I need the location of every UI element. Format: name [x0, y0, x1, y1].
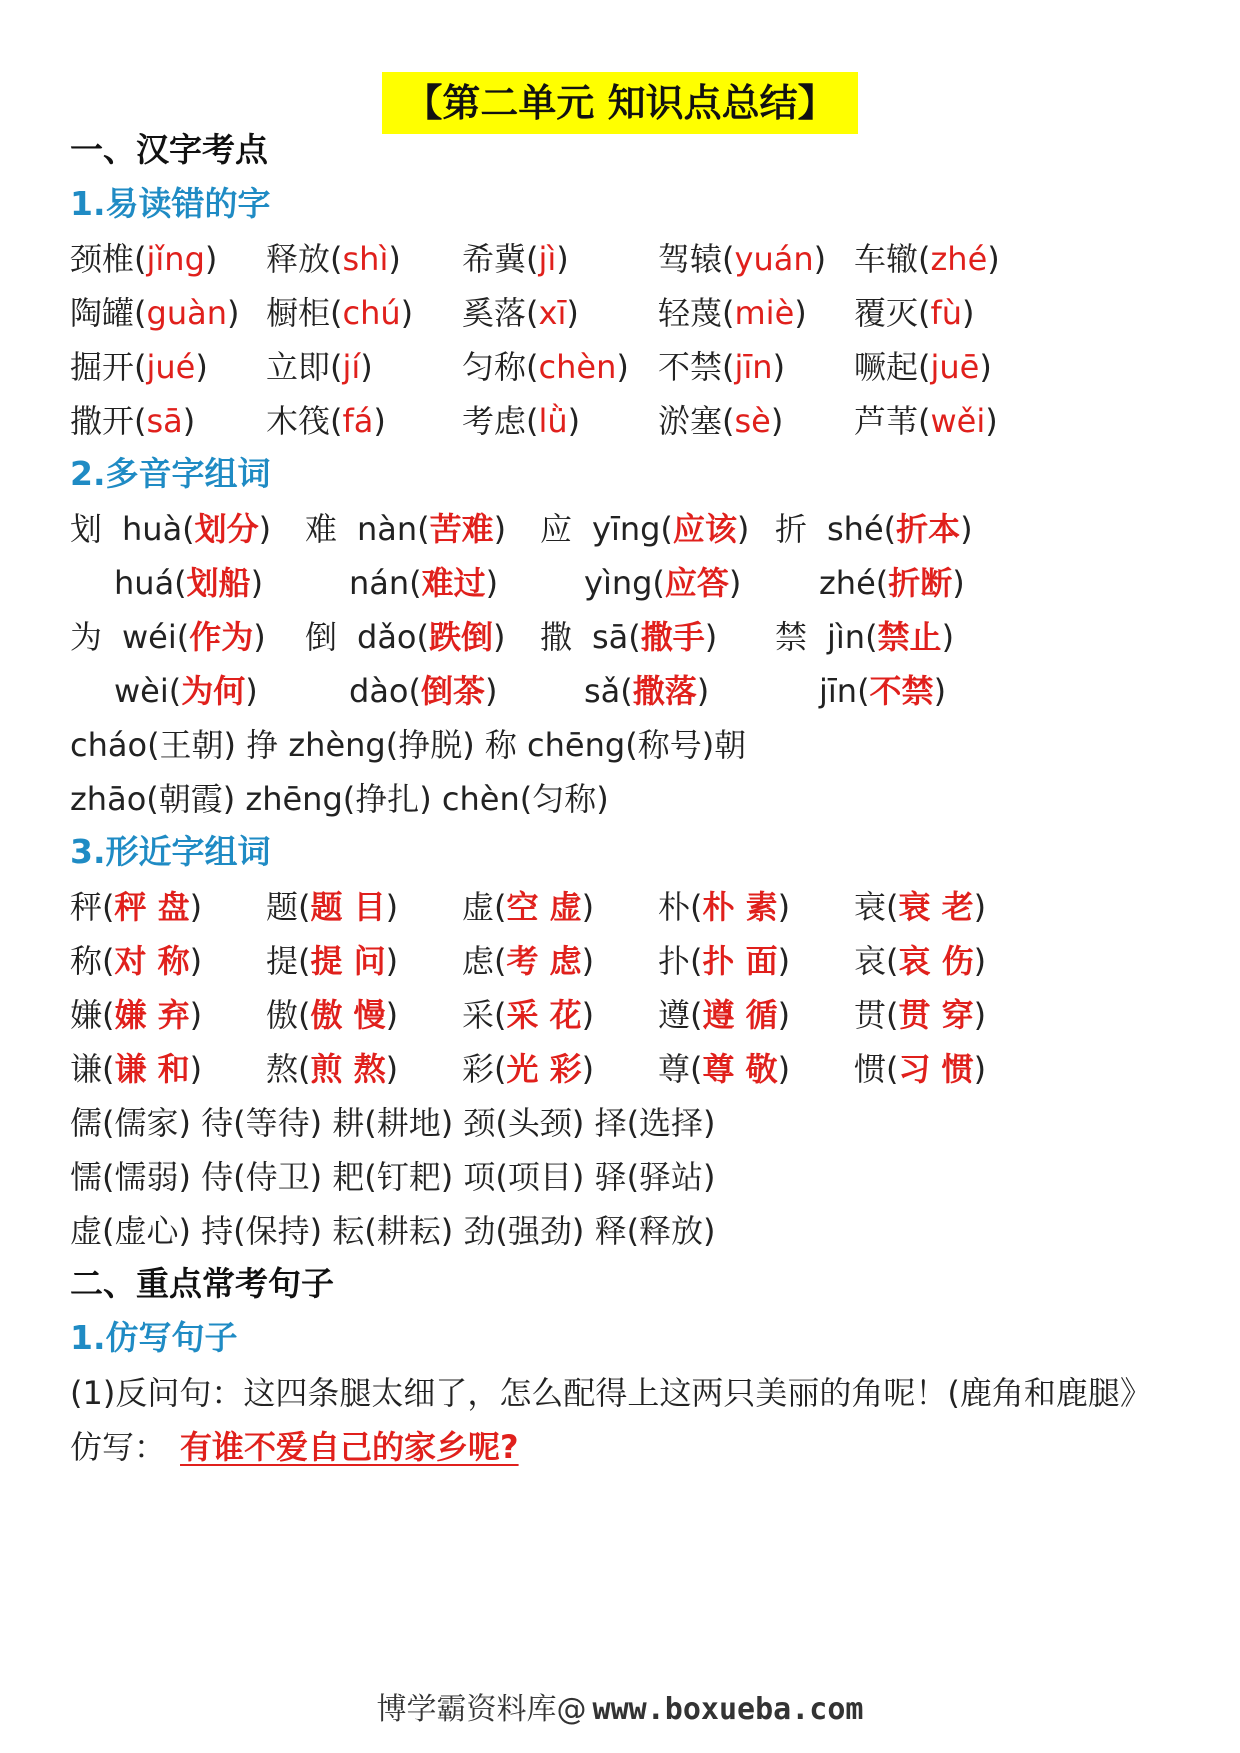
polyphonic-reading: dào(倒茶) [349, 672, 498, 710]
polyphonic-pinyin: wéi [122, 618, 177, 656]
polyphonic-reading: jìn(禁止) [827, 618, 955, 656]
misread-word: 希冀 [462, 240, 527, 278]
misread-word: 橱柜 [266, 294, 331, 332]
misread-item: 撒开(sā) [70, 402, 196, 440]
similar-char: 彩 [462, 1050, 495, 1088]
similar-word: 朴 素 [702, 888, 778, 926]
similar-word: 扑 面 [702, 942, 778, 980]
similar-char: 谦 [70, 1050, 103, 1088]
similar-char: 朴 [658, 888, 691, 926]
similar-char: 衰 [854, 888, 887, 926]
misread-item: 覆灭(fù) [854, 294, 975, 332]
similar-word: 傲 慢 [310, 996, 386, 1034]
similar-item: 提(提 问) [266, 942, 399, 980]
subheading-misread-characters: 1.易读错的字 [70, 184, 271, 223]
subheading-polyphonic-characters: 2.多音字组词 [70, 454, 271, 493]
misread-word: 掘开 [70, 348, 135, 386]
similar-row [70, 938, 1190, 984]
polyphonic-pinyin: dào [349, 672, 409, 710]
misread-pinyin: xī [538, 294, 567, 332]
similar-word: 习 惯 [898, 1050, 974, 1088]
misread-row [70, 236, 1190, 282]
polyphonic-reading: nàn(苦难) [357, 510, 507, 548]
imitate-answer: 有谁不爱自己的家乡呢? [180, 1428, 519, 1466]
polyphonic-word: 撒落 [632, 672, 697, 710]
misread-row [70, 290, 1190, 336]
similar-word: 对 称 [114, 942, 190, 980]
polyphonic-word: 禁止 [877, 618, 942, 656]
similar-extra-line-3: 虚(虚心) 持(保持) 耘(耕耘) 劲(强劲) 释(释放) [70, 1212, 716, 1250]
similar-item: 虑(考 虑) [462, 942, 595, 980]
similar-char: 傲 [266, 996, 299, 1034]
similar-row [70, 1046, 1190, 1092]
polyphonic-word: 不禁 [869, 672, 934, 710]
footer-url: www.boxueba.com [592, 1692, 864, 1727]
imitate-line [70, 1424, 519, 1470]
misread-pinyin: jí [342, 348, 361, 386]
misread-word: 不禁 [658, 348, 723, 386]
polyphonic-extra-line-1: cháo(王朝) 挣 zhèng(挣脱) 称 chēng(称号)朝 [70, 726, 747, 764]
misread-row [70, 398, 1190, 444]
polyphonic-reading: wéi(作为) [122, 618, 266, 656]
imitate-label: 仿写： [70, 1428, 167, 1466]
similar-word: 煎 熬 [310, 1050, 386, 1088]
subheading-similar-characters: 3.形近字组词 [70, 832, 271, 871]
misread-pinyin: jǐng [146, 240, 205, 278]
section-heading-key-sentences: 二、重点常考句子 [70, 1264, 334, 1303]
misread-item: 颈椎(jǐng) [70, 240, 218, 278]
polyphonic-pinyin: dǎo [357, 618, 417, 656]
similar-item: 遵(遵 循) [658, 996, 791, 1034]
footer-site-name: 博学霸资料库 [376, 1692, 557, 1727]
similar-char: 尊 [658, 1050, 691, 1088]
polyphonic-word: 倒茶 [420, 672, 485, 710]
misread-item: 淤塞(sè) [658, 402, 784, 440]
polyphonic-reading: huà(划分) [122, 510, 272, 548]
misread-pinyin: sè [734, 402, 771, 440]
similar-extra-line-2: 懦(懦弱) 侍(侍卫) 耙(钉耙) 项(项目) 驿(驿站) [70, 1158, 716, 1196]
similar-word: 秤 盘 [114, 888, 190, 926]
polyphonic-row [70, 614, 1190, 660]
misread-word: 陶罐 [70, 294, 135, 332]
similar-item: 衰(衰 老) [854, 888, 987, 926]
polyphonic-char: 折 [775, 510, 808, 548]
similar-char: 提 [266, 942, 299, 980]
similar-word: 谦 和 [114, 1050, 190, 1088]
misread-word: 撒开 [70, 402, 135, 440]
polyphonic-word: 难过 [421, 564, 486, 602]
similar-item: 题(题 目) [266, 888, 399, 926]
misread-pinyin: wěi [930, 402, 986, 440]
similar-item: 嫌(嫌 弃) [70, 996, 203, 1034]
polyphonic-pinyin: nán [349, 564, 410, 602]
misread-item: 掘开(jué) [70, 348, 208, 386]
similar-item: 傲(傲 慢) [266, 996, 399, 1034]
similar-word: 光 彩 [506, 1050, 582, 1088]
misread-item: 奚落(xī) [462, 294, 579, 332]
misread-word: 木筏 [266, 402, 331, 440]
polyphonic-pinyin: wèi [114, 672, 169, 710]
misread-word: 匀称 [462, 348, 527, 386]
polyphonic-word: 作为 [189, 618, 254, 656]
similar-word: 采 花 [506, 996, 582, 1034]
polyphonic-char: 为 [70, 618, 103, 656]
similar-item: 贯(贯 穿) [854, 996, 987, 1034]
misread-item: 立即(jí) [266, 348, 373, 386]
misread-pinyin: lǜ [538, 402, 568, 440]
misread-item: 芦苇(wěi) [854, 402, 998, 440]
polyphonic-pinyin: zhé [819, 564, 876, 602]
misread-item: 轻蔑(miè) [658, 294, 807, 332]
similar-item: 谦(谦 和) [70, 1050, 203, 1088]
misread-pinyin: guàn [146, 294, 227, 332]
polyphonic-reading: dǎo(跌倒) [357, 618, 506, 656]
similar-char: 称 [70, 942, 103, 980]
polyphonic-reading: sā(撒手) [592, 618, 718, 656]
similar-row [70, 992, 1190, 1038]
polyphonic-pinyin: yīng [592, 510, 661, 548]
polyphonic-word: 划船 [186, 564, 251, 602]
polyphonic-char: 划 [70, 510, 103, 548]
similar-item: 称(对 称) [70, 942, 203, 980]
misread-pinyin: jīn [734, 348, 773, 386]
misread-item: 驾辕(yuán) [658, 240, 827, 278]
misread-item: 陶罐(guàn) [70, 294, 240, 332]
polyphonic-char: 倒 [305, 618, 338, 656]
polyphonic-pinyin: nàn [357, 510, 418, 548]
rhetorical-question-sentence: (1)反问句：这四条腿太细了，怎么配得上这两只美丽的角呢！(鹿角和鹿腿》 [70, 1374, 1152, 1412]
polyphonic-pinyin: huà [122, 510, 183, 548]
similar-item: 秤(秤 盘) [70, 888, 203, 926]
similar-char: 秤 [70, 888, 103, 926]
misread-word: 奚落 [462, 294, 527, 332]
misread-word: 轻蔑 [658, 294, 723, 332]
polyphonic-word: 划分 [194, 510, 259, 548]
footer-at: @ [556, 1692, 587, 1727]
polyphonic-word: 为何 [181, 672, 246, 710]
subheading-imitate-sentences: 1.仿写句子 [70, 1318, 238, 1357]
misread-pinyin: fá [342, 402, 374, 440]
polyphonic-reading: shé(折本) [827, 510, 973, 548]
misread-pinyin: yuán [734, 240, 814, 278]
similar-word: 尊 敬 [702, 1050, 778, 1088]
misread-item: 噘起(juē) [854, 348, 992, 386]
similar-char: 熬 [266, 1050, 299, 1088]
polyphonic-pinyin: yìng [584, 564, 653, 602]
misread-item: 木筏(fá) [266, 402, 386, 440]
similar-item: 朴(朴 素) [658, 888, 791, 926]
misread-item: 希冀(jì) [462, 240, 569, 278]
polyphonic-pinyin: shé [827, 510, 884, 548]
similar-extra-line-1: 儒(儒家) 待(等待) 耕(耕地) 颈(头颈) 择(选择) [70, 1104, 716, 1142]
misread-pinyin: sā [146, 402, 183, 440]
similar-item: 扑(扑 面) [658, 942, 791, 980]
page-title: 【第二单元 知识点总结】 [382, 72, 857, 134]
polyphonic-pinyin: sǎ [584, 672, 621, 710]
misread-word: 立即 [266, 348, 331, 386]
misread-pinyin: juē [930, 348, 980, 386]
similar-char: 嫌 [70, 996, 103, 1034]
polyphonic-reading: nán(难过) [349, 564, 499, 602]
similar-row [70, 884, 1190, 930]
similar-char: 题 [266, 888, 299, 926]
polyphonic-word: 折断 [888, 564, 953, 602]
similar-char: 哀 [854, 942, 887, 980]
polyphonic-reading: yìng(应答) [584, 564, 742, 602]
similar-item: 熬(煎 熬) [266, 1050, 399, 1088]
misread-word: 覆灭 [854, 294, 919, 332]
section-heading-characters: 一、汉字考点 [70, 130, 268, 169]
misread-pinyin: chèn [538, 348, 617, 386]
similar-char: 虑 [462, 942, 495, 980]
similar-word: 衰 老 [898, 888, 974, 926]
similar-item: 采(采 花) [462, 996, 595, 1034]
misread-pinyin: jì [538, 240, 557, 278]
similar-char: 遵 [658, 996, 691, 1034]
misread-pinyin: fù [930, 294, 963, 332]
similar-item: 虚(空 虚) [462, 888, 595, 926]
polyphonic-row [70, 560, 1190, 606]
misread-item: 不禁(jīn) [658, 348, 786, 386]
polyphonic-word: 跌倒 [428, 618, 493, 656]
polyphonic-row [70, 506, 1190, 552]
polyphonic-char: 难 [305, 510, 338, 548]
misread-pinyin: jué [146, 348, 196, 386]
polyphonic-pinyin: huá [114, 564, 175, 602]
polyphonic-char: 禁 [775, 618, 808, 656]
similar-item: 彩(光 彩) [462, 1050, 595, 1088]
misread-word: 淤塞 [658, 402, 723, 440]
misread-word: 释放 [266, 240, 331, 278]
polyphonic-word: 应该 [672, 510, 737, 548]
title-wrap [0, 72, 1240, 134]
misread-pinyin: miè [734, 294, 795, 332]
similar-word: 遵 循 [702, 996, 778, 1034]
polyphonic-word: 苦难 [429, 510, 494, 548]
polyphonic-row [70, 668, 1190, 714]
misread-item: 橱柜(chú) [266, 294, 414, 332]
misread-word: 车辙 [854, 240, 919, 278]
similar-word: 哀 伤 [898, 942, 974, 980]
similar-word: 题 目 [310, 888, 386, 926]
misread-word: 考虑 [462, 402, 527, 440]
polyphonic-reading: sǎ(撒落) [584, 672, 710, 710]
similar-word: 嫌 弃 [114, 996, 190, 1034]
similar-item: 尊(尊 敬) [658, 1050, 791, 1088]
polyphonic-reading: huá(划船) [114, 564, 264, 602]
polyphonic-pinyin: jìn [827, 618, 866, 656]
similar-item: 哀(哀 伤) [854, 942, 987, 980]
polyphonic-extra-line-2: zhāo(朝霞) zhēng(挣扎) chèn(匀称) [70, 780, 609, 818]
polyphonic-char: 撒 [540, 618, 573, 656]
misread-pinyin: shì [342, 240, 389, 278]
polyphonic-pinyin: jīn [819, 672, 858, 710]
misread-word: 驾辕 [658, 240, 723, 278]
misread-word: 颈椎 [70, 240, 135, 278]
footer-watermark [0, 1690, 1240, 1730]
misread-item: 考虑(lǜ) [462, 402, 581, 440]
misread-pinyin: zhé [930, 240, 988, 278]
misread-word: 噘起 [854, 348, 919, 386]
polyphonic-pinyin: sā [592, 618, 629, 656]
polyphonic-reading: yīng(应该) [592, 510, 750, 548]
similar-char: 贯 [854, 996, 887, 1034]
similar-char: 惯 [854, 1050, 887, 1088]
polyphonic-reading: jīn(不禁) [819, 672, 947, 710]
polyphonic-word: 撒手 [640, 618, 705, 656]
misread-pinyin: chú [342, 294, 401, 332]
similar-word: 空 虚 [506, 888, 582, 926]
polyphonic-reading: wèi(为何) [114, 672, 258, 710]
polyphonic-reading: zhé(折断) [819, 564, 965, 602]
similar-char: 采 [462, 996, 495, 1034]
similar-char: 扑 [658, 942, 691, 980]
polyphonic-word: 折本 [896, 510, 961, 548]
similar-word: 提 问 [310, 942, 386, 980]
polyphonic-word: 应答 [664, 564, 729, 602]
similar-char: 虚 [462, 888, 495, 926]
similar-word: 贯 穿 [898, 996, 974, 1034]
similar-item: 惯(习 惯) [854, 1050, 987, 1088]
misread-item: 匀称(chèn) [462, 348, 629, 386]
misread-item: 车辙(zhé) [854, 240, 1000, 278]
similar-word: 考 虑 [506, 942, 582, 980]
misread-row [70, 344, 1190, 390]
misread-item: 释放(shì) [266, 240, 401, 278]
polyphonic-char: 应 [540, 510, 573, 548]
misread-word: 芦苇 [854, 402, 919, 440]
